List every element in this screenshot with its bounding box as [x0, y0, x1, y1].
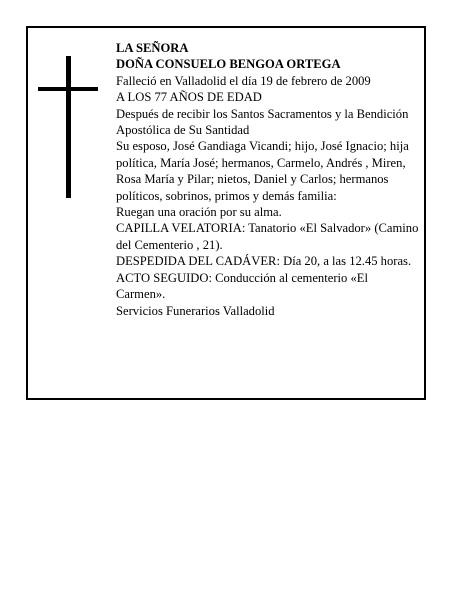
cross-vertical-bar: [66, 56, 71, 198]
farewell-line: DESPEDIDA DEL CADÁVER: Día 20, a las 12.45 horas.: [116, 254, 412, 269]
sacraments-line: Después de recibir los Santos Sacramentos y la Bendición Apostólica de Su Santidad: [116, 106, 409, 138]
family-line: Su esposo, José Gandiaga Vicandi; hijo, José Ignacio; hija política, María José; hermanos, Carmelo, Andrés , Miren, Rosa María y Pilar; nietos, Daniel y Carlos; hermanos políticos, sobrinos, primos y demás familia:: [116, 139, 409, 203]
services-line: Servicios Funerarios Valladolid: [116, 303, 275, 318]
prayer-line: Ruegan una oración por su alma.: [116, 205, 282, 220]
followup-line: ACTO SEGUIDO: Conducción al cementerio «El Carmen».: [116, 270, 368, 302]
deceased-name: DOÑA CONSUELO BENGOA ORTEGA: [116, 57, 341, 72]
death-line: Falleció en Valladolid el día 19 de febrero de 2009: [116, 73, 371, 88]
age-line: A LOS 77 AÑOS DE EDAD: [116, 90, 262, 105]
notice-text: [116, 40, 420, 319]
notice-title: LA SEÑORA: [116, 41, 189, 55]
obituary-notice: [26, 26, 426, 400]
chapel-line: CAPILLA VELATORIA: Tanatorio «El Salvador» (Camino del Cementerio , 21).: [116, 221, 419, 252]
cross-horizontal-bar: [38, 87, 98, 91]
